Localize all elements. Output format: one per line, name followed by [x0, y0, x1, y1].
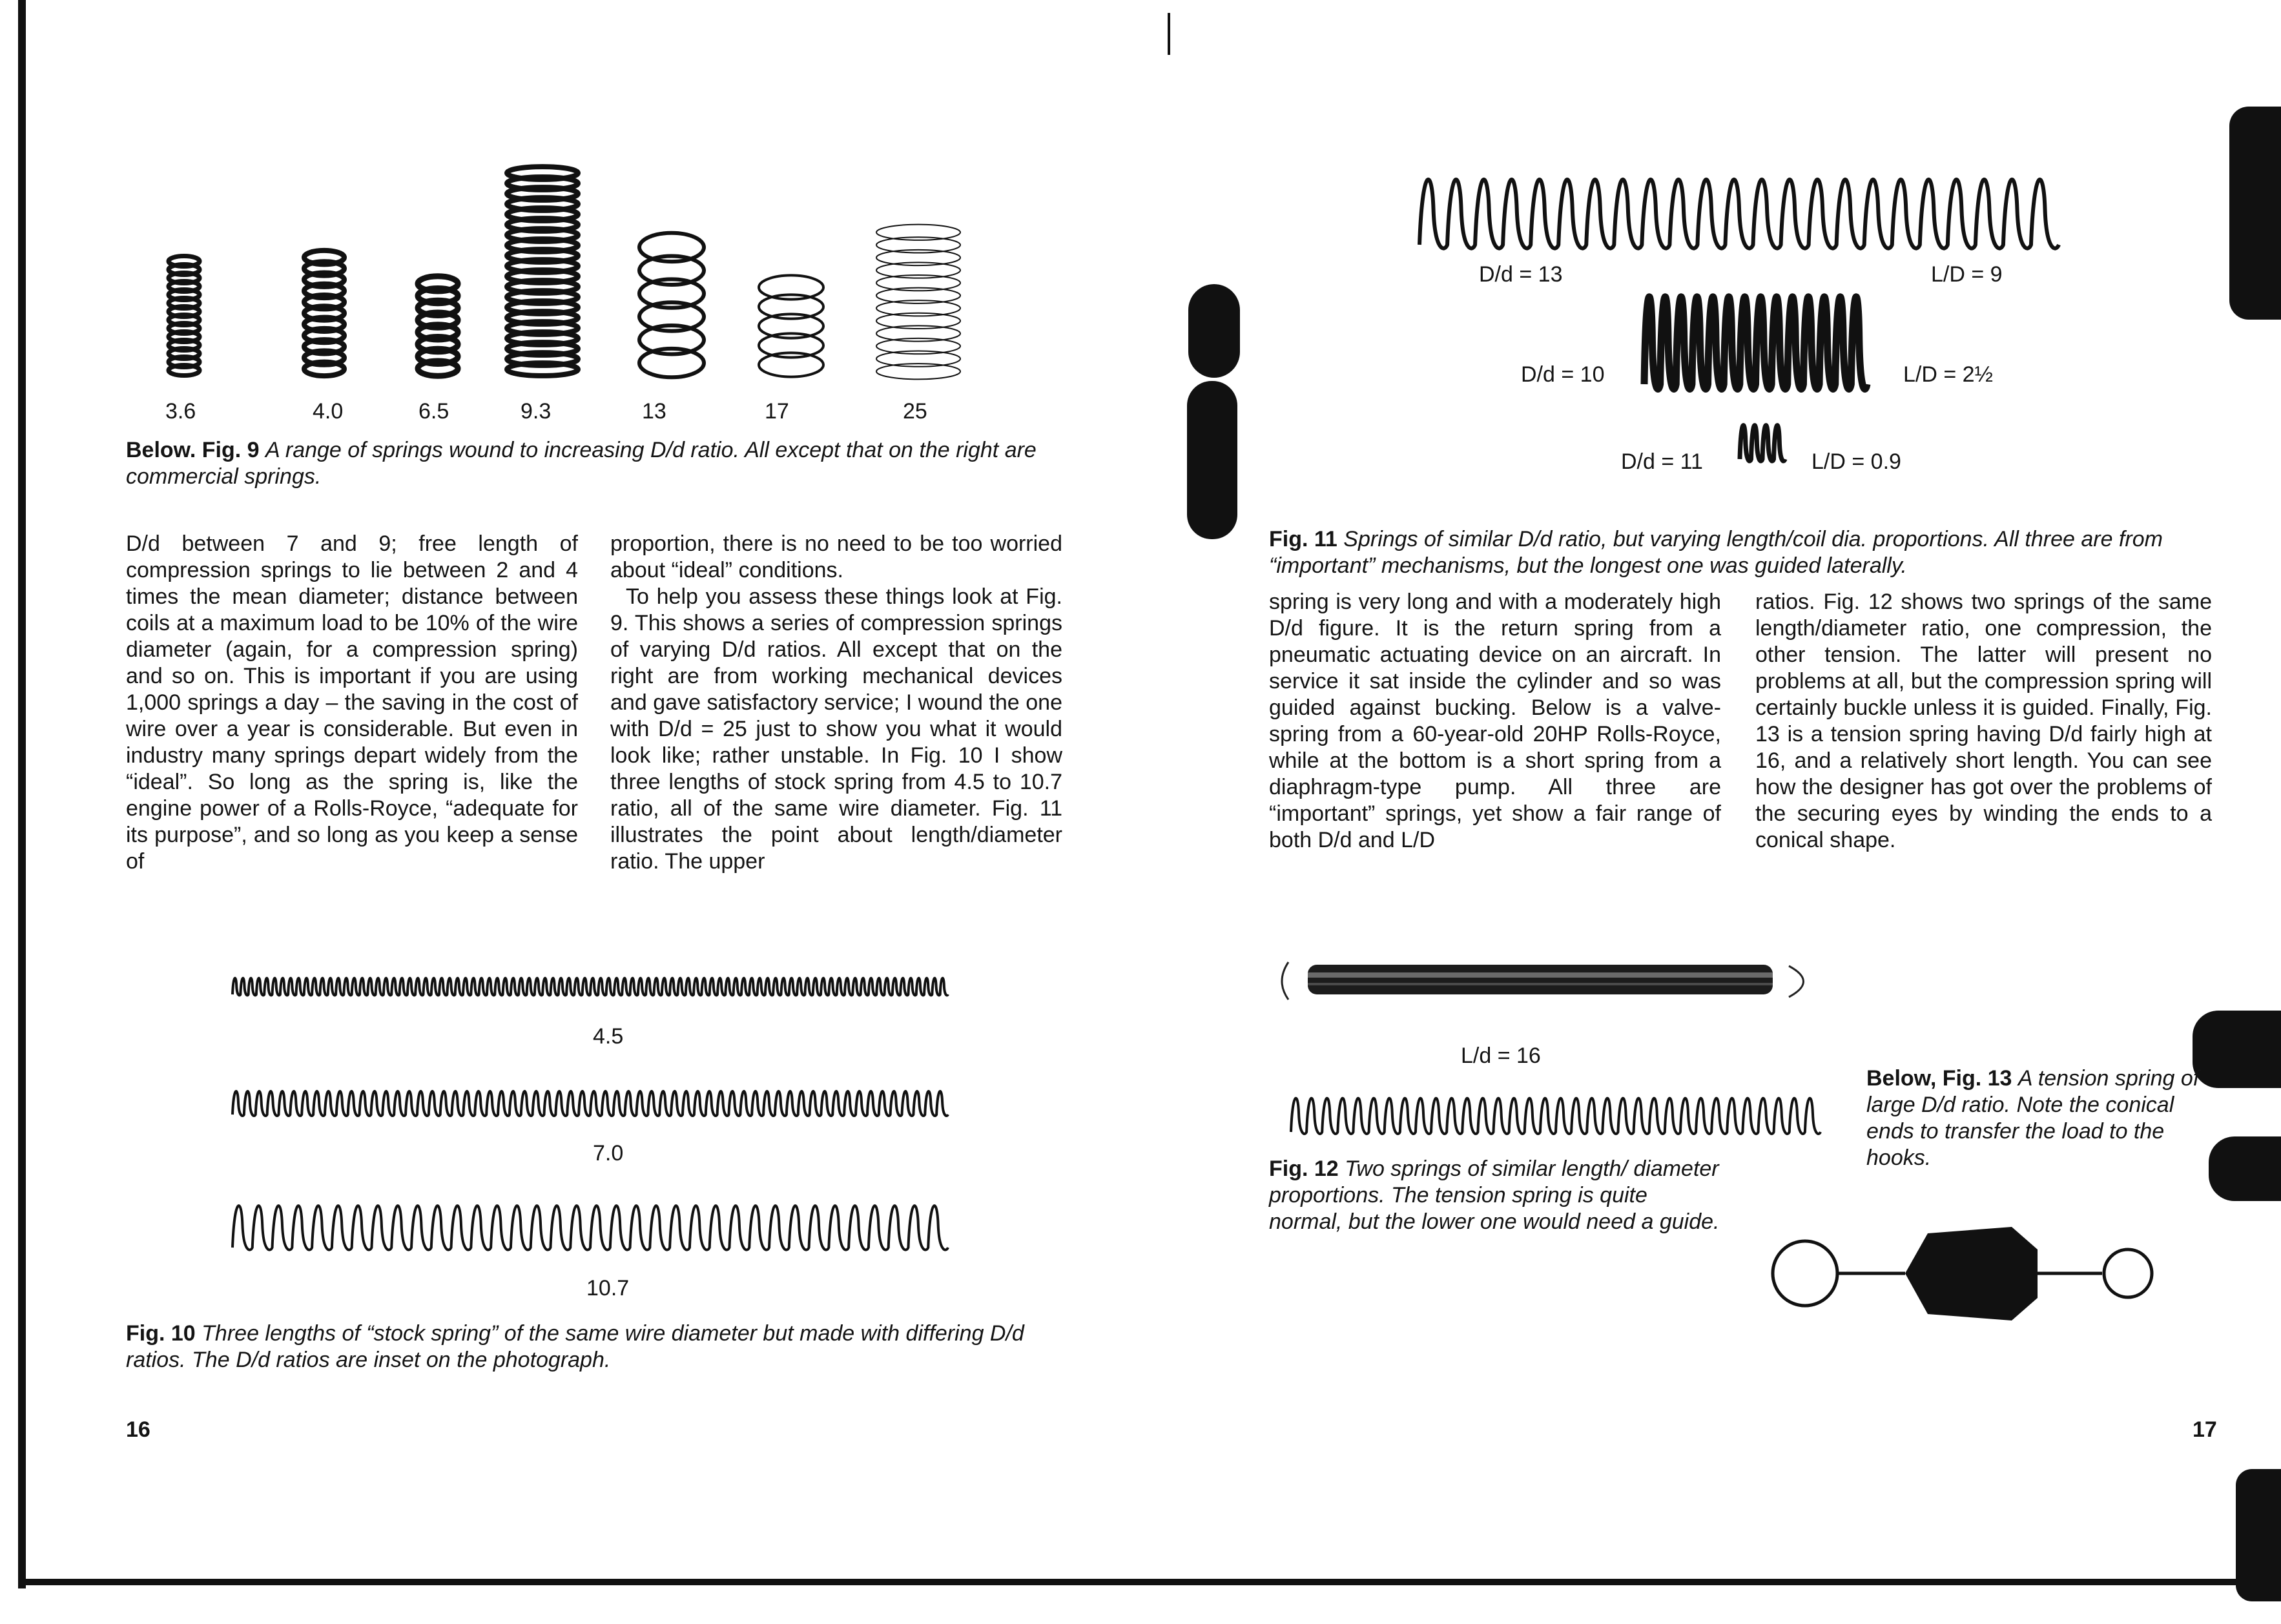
fig9-label: 13	[642, 399, 666, 424]
fig10-spring-4-5	[229, 967, 953, 1006]
fig12-compression-spring	[1288, 1087, 1824, 1138]
fig12-caption	[1269, 1156, 1721, 1235]
paragraph: spring is very long and with a moderately high D/d figure. It is the return spring from a pneumatic actuating device on an aircraft. In service it sat inside the cylinder and so was guided against bucking. Below is a valve-spring from a 60-year-old 20HP Rolls-Royce, while at the bottom is a short spring from a diaphragm-type pump. All three are “important” springs, yet show a fair range of both D/d and L/D	[1269, 590, 1721, 852]
fig9-caption	[126, 437, 1069, 490]
fig11-caption-text: Springs of similar D/d ratio, but varying length/coil dia. proportions. All three are from “important” mechanisms, but the longest one was guided laterally.	[1269, 527, 2163, 578]
left-page-edge	[18, 0, 26, 1588]
fig12-caption-text: Two springs of similar length/ diameter proportions. The tension spring is quite normal, but the lower one would need a guide.	[1269, 1156, 1720, 1234]
fig10-label: 7.0	[593, 1141, 624, 1166]
fig13-caption-prefix: Below,	[1866, 1066, 1937, 1091]
fig11-label-dd-13: D/d = 13	[1479, 262, 1563, 287]
paragraph: proportion, there is no need to be too worried about “ideal” conditions.	[610, 531, 1062, 582]
fig11-label-dd-11: D/d = 11	[1621, 449, 1703, 474]
fig11-spring-long	[1414, 165, 2067, 255]
fig13-caption	[1866, 1065, 2202, 1171]
gutter-blot-top	[1188, 284, 1240, 378]
right-page-column-2	[1755, 589, 2212, 854]
paragraph: ratios. Fig. 12 shows two springs of the same length/diameter ratio, one compression, the other tension. The latter will present no problems at all, but the compression spring will certainly buckle unless it is guided. Finally, Fig. 13 is a tension spring having D/d fairly high at 16, and a relatively short length. You can see how the designer has got over the problems of the securing eyes by winding the ends to a conical shape.	[1755, 590, 2212, 852]
fig9-label: 6.5	[418, 399, 449, 424]
fig11-caption	[1269, 526, 2212, 579]
right-edge-mark-low	[2209, 1136, 2281, 1201]
fig11-label-ld-9: L/D = 9	[1931, 262, 2003, 287]
fig10-label: 10.7	[586, 1276, 630, 1300]
fig10-caption-text: Three lengths of “stock spring” of the same wire diameter but made with differing D/d ratios. The D/d ratios are inset on the photograph.	[126, 1321, 1024, 1372]
fig9-label: 17	[765, 399, 789, 424]
fig9-spring-6-5	[418, 276, 458, 376]
page-number-right: 17	[2193, 1417, 2217, 1442]
fig11-label-ld-09: L/D = 0.9	[1811, 449, 1901, 474]
fig9-spring-9-3	[507, 167, 578, 376]
fig13-caption-text: A tension spring of large D/d ratio. Note the conical ends to transfer the load to the hooks.	[1866, 1066, 2200, 1170]
right-page-column-1	[1269, 589, 1721, 854]
fig13-caption-fig: Fig. 13	[1942, 1066, 2012, 1091]
paragraph: D/d between 7 and 9; free length of compression springs to lie between 2 and 4 times the mean diameter; distance between coils at a maximum load to be 10% of the wire diameter (again, for a compression spring) and so on. This is important if you are using 1,000 springs a day – the saving in the cost of wire over a year is considerable. But even in industry many springs depart widely from the “ideal”. So long as the spring is, like the engine power of a Rolls-Royce, “adequate for its purpose”, and so long as you keep a sense of	[126, 531, 578, 874]
fig10-label: 4.5	[593, 1024, 624, 1049]
left-page-column-2	[610, 531, 1062, 875]
gutter-blot-low	[1187, 381, 1237, 539]
fig9-caption-prefix: Below.	[126, 438, 196, 462]
fig10-spring-10-7	[229, 1193, 953, 1258]
fig9-caption-text: A range of springs wound to increasing D/d ratio. All except that on the right are commercial springs.	[126, 438, 1037, 489]
fig9-springs-image	[155, 149, 1007, 387]
fig9-spring-17	[759, 275, 823, 376]
fig9-label: 4.0	[313, 399, 344, 424]
right-edge-mark-bottom	[2236, 1469, 2281, 1601]
fig9-spring-25	[876, 225, 960, 380]
bottom-page-edge	[26, 1579, 2247, 1585]
page-number-left: 16	[126, 1417, 150, 1442]
fig9-spring-4-0	[304, 251, 344, 376]
fig10-caption	[126, 1321, 1069, 1373]
fig12-label: L/d = 16	[1461, 1043, 1541, 1068]
fig12-tension-spring	[1269, 956, 1837, 1007]
fig11-spring-short	[1737, 416, 1789, 465]
fig11-spring-valve	[1640, 281, 1873, 391]
fig9-label: 9.3	[521, 399, 552, 424]
fig11-label-dd-10: D/d = 10	[1521, 362, 1605, 387]
fig9-label: 3.6	[165, 399, 196, 424]
paragraph: To help you assess these things look at Fig. 9. This shows a series of compression springs of varying D/d ratios. All except that on the right are from working mechanical devices and gave satisfactory service; I wound the one with D/d = 25 just to show you what it would look like; rather unstable. In Fig. 10 I show three lengths of stock spring from 4.5 to 10.7 ratio, all of the same wire diameter. Fig. 11 illustrates the point about length/diameter ratio. The upper	[610, 584, 1062, 874]
right-edge-mark-top	[2229, 107, 2281, 320]
fig10-spring-7-0	[229, 1080, 953, 1125]
fig9-spring-3-6	[169, 256, 200, 375]
fig12-caption-fig: Fig. 12	[1269, 1156, 1339, 1181]
fig9-spring-13	[639, 233, 704, 378]
fig11-label-ld-2half: L/D = 2½	[1903, 362, 1993, 387]
right-edge-mark-mid	[2193, 1011, 2281, 1088]
left-page-column-1	[126, 531, 578, 875]
fig10-caption-fig: Fig. 10	[126, 1321, 196, 1346]
fig9-label: 25	[903, 399, 927, 424]
fig9-caption-fig: Fig. 9	[201, 438, 260, 462]
fig11-caption-fig: Fig. 11	[1269, 527, 1337, 551]
fig13-spring-image	[1766, 1214, 2167, 1337]
gutter-tick	[1168, 13, 1170, 55]
